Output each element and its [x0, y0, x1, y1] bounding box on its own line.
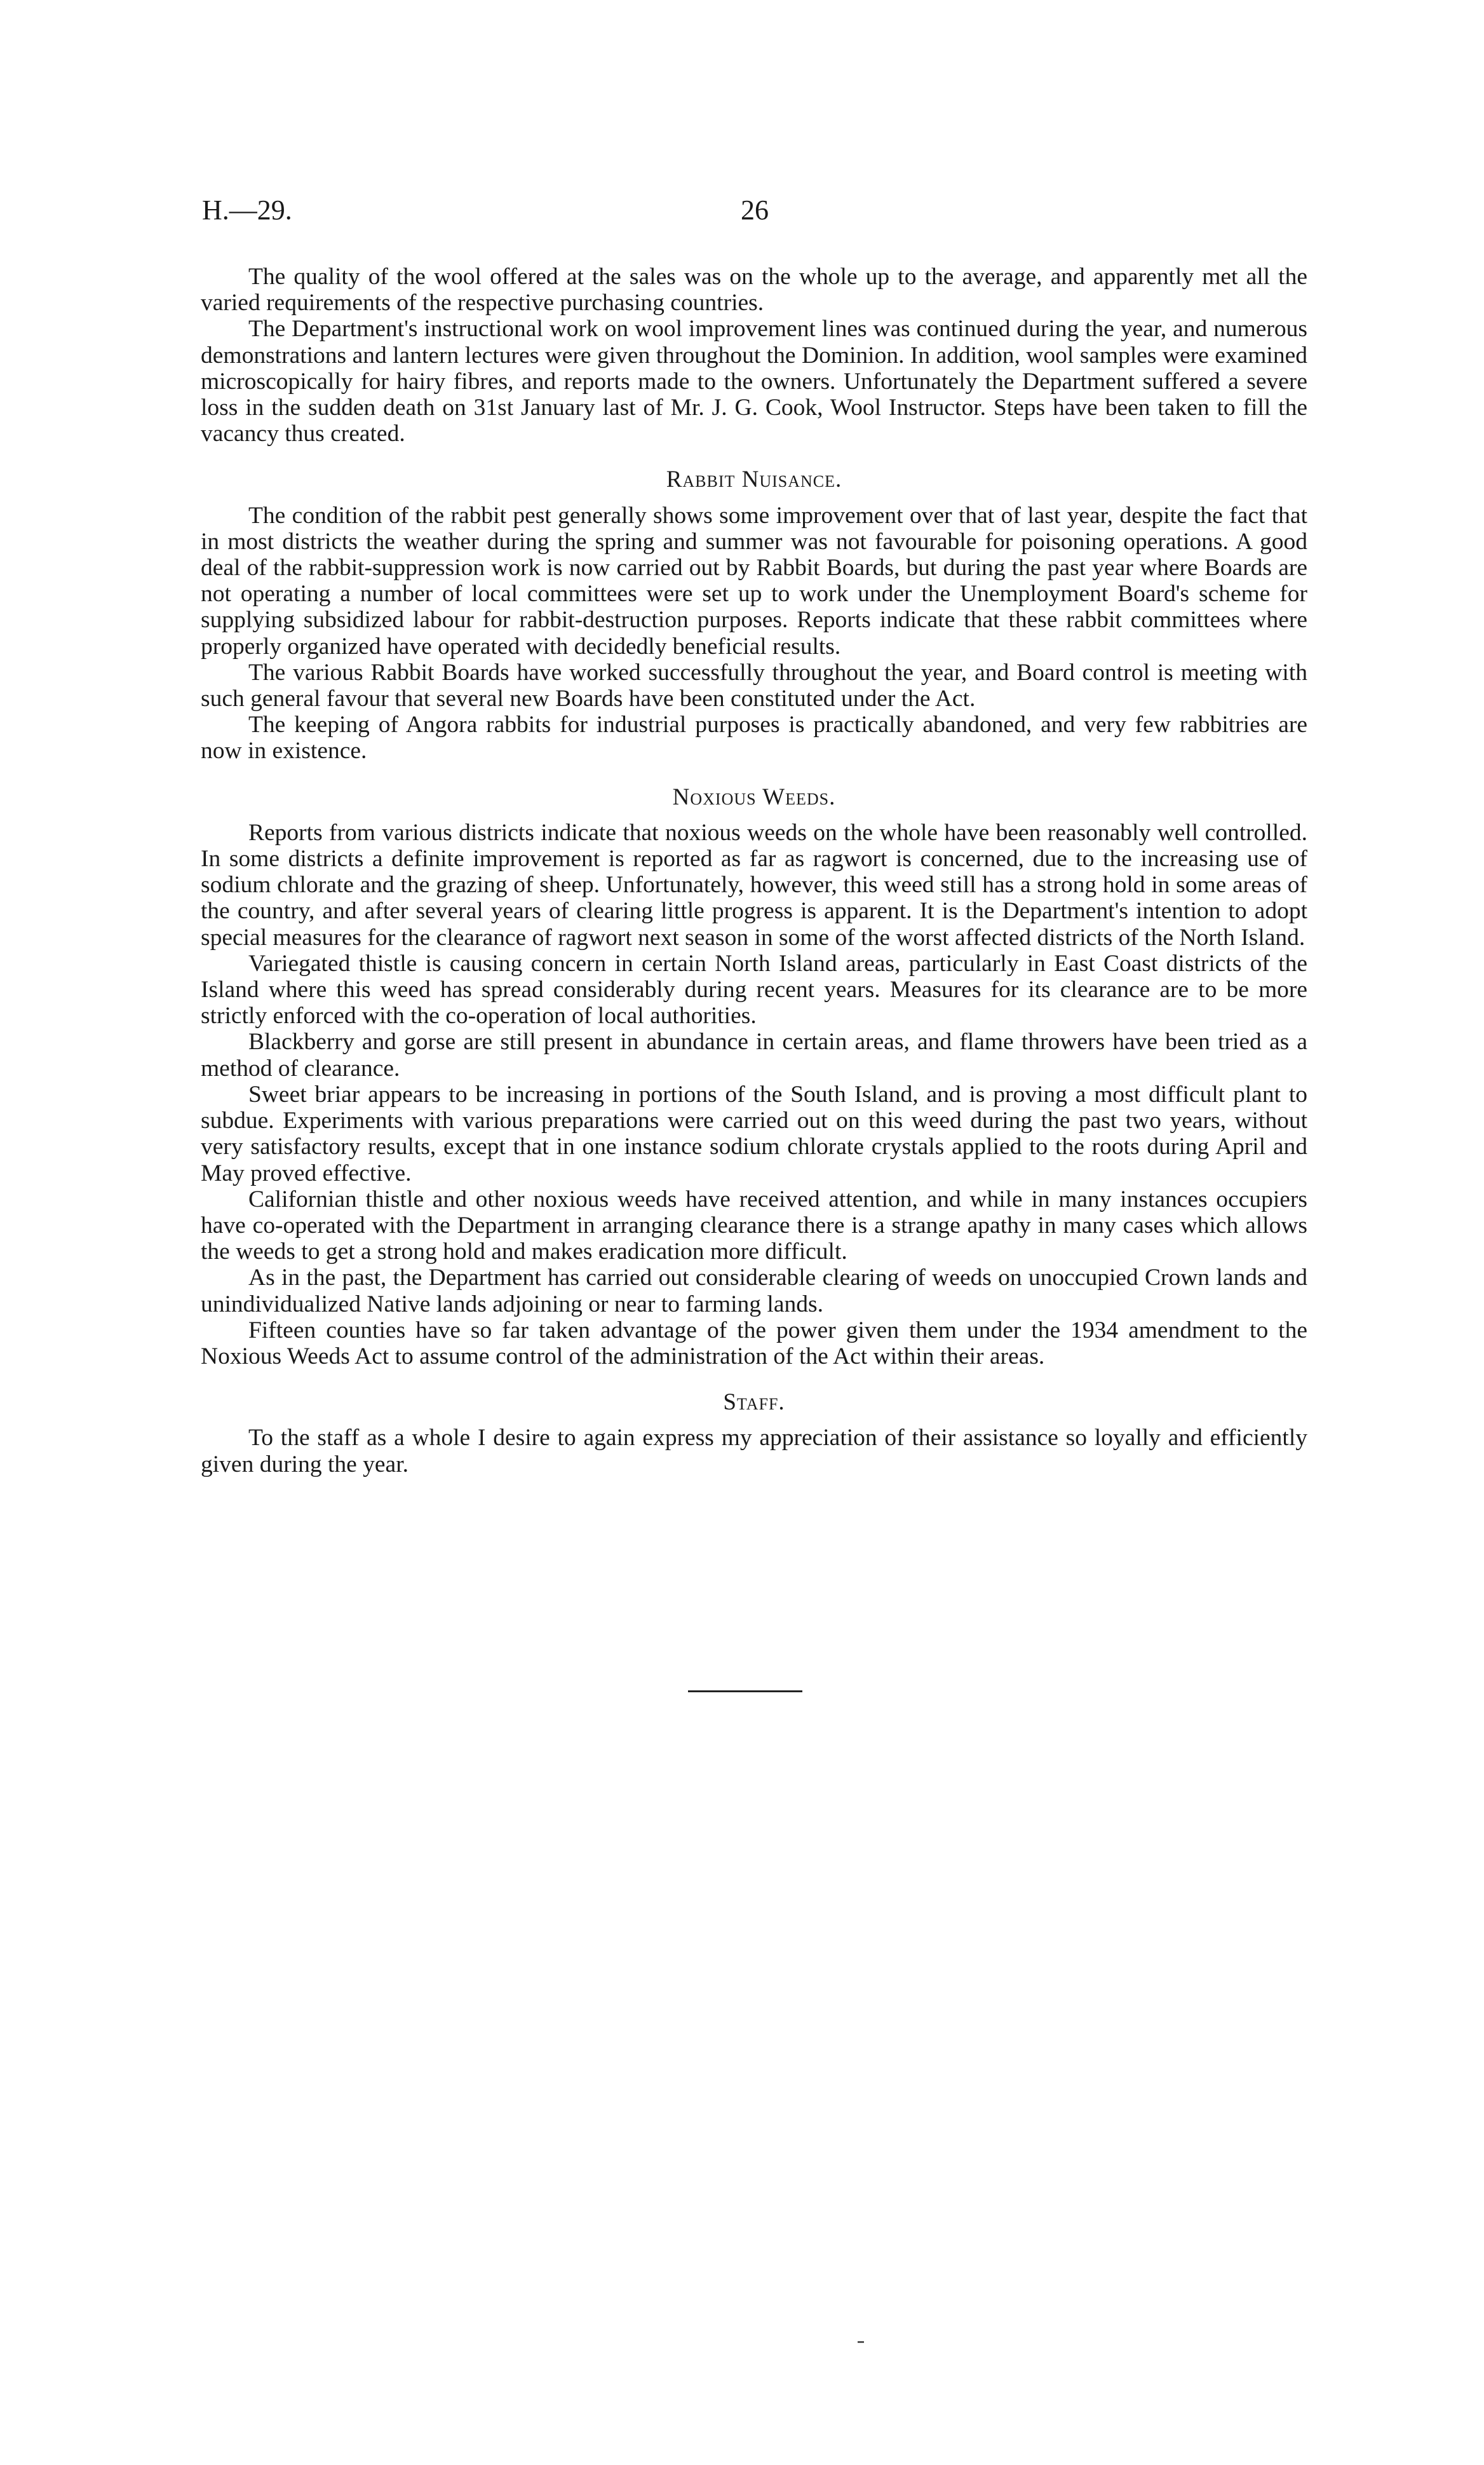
paragraph: The quality of the wool offered at the sales was on the whole up to the average, and apparently met all the varied requirements of the respective purchasing countries.: [201, 264, 1307, 316]
paragraph: As in the past, the Department has carried out considerable clearing of weeds on unoccupied Crown lands and unindividualized Native lands adjoining or near to farming lands.: [201, 1265, 1307, 1317]
paragraph: Blackberry and gorse are still present in abundance in certain areas, and flame throwers have been tried as a method of clearance.: [201, 1029, 1307, 1082]
paragraph: Fifteen counties have so far taken advantage of the power given them under the 1934 amendment to the Noxious Weeds Act to assume control of the administration of the Act within their areas.: [201, 1317, 1307, 1369]
document-code: H.—29.: [202, 194, 292, 226]
noxious-weeds-section: [201, 784, 1307, 1369]
stray-mark: [858, 2341, 864, 2343]
paragraph: The Department's instructional work on wool improvement lines was continued during the year, and numerous demonstrations and lantern lectures were given throughout the Dominion. In addition, wool samples were examined microscopically for hairy fibres, and reports made to the owners. Unfortunately the Department suffered a severe loss in the sudden death on 31st January last of Mr. J. G. Cook, Wool Instructor. Steps have been taken to fill the vacancy thus created.: [201, 316, 1307, 447]
staff-section: [201, 1389, 1307, 1477]
paragraph: The condition of the rabbit pest generally shows some improvement over that of last year, despite the fact that in most districts the weather during the spring and summer was not favourable for poisoning operations. A good deal of the rabbit-suppression work is now carried out by Rabbit Boards, but during the past year where Boards are not operating a number of local committees were set up to work under the Unemployment Board's scheme for supplying subsidized labour for rabbit-destruction purposes. Reports indicate that these rabbit committees where properly organized have operated with decidedly beneficial results.: [201, 502, 1307, 660]
page-number: 26: [741, 194, 769, 226]
section-heading-noxious-weeds: Noxious Weeds.: [672, 784, 836, 810]
paragraph: To the staff as a whole I desire to again express my appreciation of their assistance so loyally and efficiently given during the year.: [201, 1425, 1307, 1477]
rabbit-nuisance-section: [201, 466, 1307, 764]
wool-section: [201, 264, 1307, 447]
section-heading-rabbit-nuisance: Rabbit Nuisance.: [666, 466, 842, 493]
paragraph: Variegated thistle is causing concern in certain North Island areas, particularly in East Coast districts of the Island where this weed has spread considerably during recent years. Measures for its clearance are to be more strictly enforced with the co-operation of local authorities.: [201, 950, 1307, 1029]
paragraph: The various Rabbit Boards have worked successfully throughout the year, and Board control is meeting with such general favour that several new Boards have been constituted under the Act.: [201, 659, 1307, 712]
section-heading-staff: Staff.: [723, 1389, 785, 1416]
paragraph: Sweet briar appears to be increasing in portions of the South Island, and is proving a most difficult plant to subdue. Experiments with various preparations were carried out on this weed during the past two years, without very satisfactory results, except that in one instance sodium chlorate crystals applied to the roots during April and May proved effective.: [201, 1081, 1307, 1186]
document-body: [201, 264, 1307, 1477]
end-rule: [688, 1690, 802, 1692]
paragraph: Reports from various districts indicate that noxious weeds on the whole have been reasonably well controlled. In some districts a definite improvement is reported as far as ragwort is concerned, due to the increasing use of sodium chlorate and the grazing of sheep. Unfortunately, however, this weed still has a strong hold in some areas of the country, and after several years of clearing little progress is apparent. It is the Department's intention to adopt special measures for the clearance of ragwort next season in some of the worst affected districts of the North Island.: [201, 819, 1307, 951]
paragraph: The keeping of Angora rabbits for industrial purposes is practically abandoned, and very few rabbitries are now in existence.: [201, 712, 1307, 764]
page-header: [202, 194, 1307, 232]
paragraph: Californian thistle and other noxious weeds have received attention, and while in many instances occupiers have co-operated with the Department in arranging clearance there is a strange apathy in many cases which allows the weeds to get a strong hold and makes eradication more difficult.: [201, 1186, 1307, 1265]
